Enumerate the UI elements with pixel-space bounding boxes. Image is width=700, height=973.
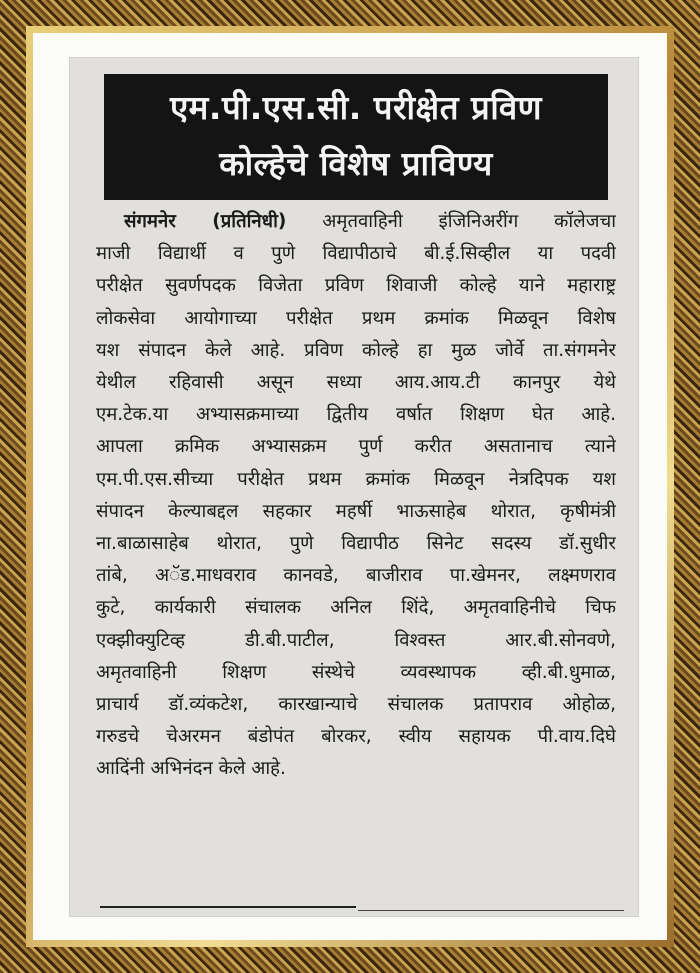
body-line: कुटे, कार्यकारी संचालक अनिल शिंदे, अमृतवाहिनीचे चिफ: [96, 597, 616, 619]
body-line: माजी विद्यार्थी व पुणे विद्यापीठाचे बी.ई.सिव्हील या पदवी: [96, 243, 616, 265]
headline-line-2: कोल्हेचे विशेष प्राविण्य: [219, 144, 493, 183]
column-rule: [358, 910, 624, 911]
body-line: एम.टेक.या अभ्यासक्रमाच्या द्वितीय वर्षात शिक्षण घेत आहे.: [96, 404, 616, 426]
body-line: गरुडचे चेअरमन बंडोपंत बोरकर, स्वीय सहायक पी.वाय.दिघे: [96, 726, 616, 748]
headline: [104, 74, 608, 200]
body-line: संपादन केल्याबद्दल सहकार महर्षी भाऊसाहेब थोरात, कृषीमंत्री: [96, 500, 616, 522]
body-line: अमृतवाहिनी शिक्षण संस्थेचे व्यवस्थापक व्ही.बी.धुमाळ,: [96, 661, 616, 683]
closing-rule: [100, 906, 356, 908]
article-body: [96, 206, 616, 786]
body-line: यश संपादन केले आहे. प्रविण कोल्हे हा मुळ जोर्वे ता.संगमनेर: [96, 339, 616, 361]
body-line: प्राचार्य डॉ.व्यंकटेश, कारखान्याचे संचालक प्रतापराव ओहोळ,: [96, 694, 616, 716]
body-line: आदिंनी अभिनंदन केले आहे.: [96, 758, 286, 780]
body-line: एक्झीक्युटिव्ह डी.बी.पाटील, विश्वस्त आर.बी.सोनवणे,: [96, 629, 616, 651]
body-line: येथील रहिवासी असून सध्या आय.आय.टी कानपुर येथे: [96, 372, 616, 394]
dateline: संगमनेर (प्रतिनिधी): [124, 211, 287, 232]
body-line: आपला क्रमिक अभ्यासक्रम पुर्ण करीत असतानाच त्याने: [96, 436, 616, 458]
body-line-text: अमृतवाहिनी इंजिनिअरींग कॉलेजचा: [322, 211, 616, 232]
body-line: ना.बाळासाहेब थोरात, पुणे विद्यापीठ सिनेट सदस्य डॉ.सुधीर: [96, 533, 616, 555]
body-line: [96, 206, 616, 238]
headline-line-1: एम.पी.एस.सी. परीक्षेत प्रविण: [169, 88, 543, 127]
body-line: तांबे, अॅड.माधवराव कानवडे, बाजीराव पा.खेमनर, लक्ष्मणराव: [96, 565, 616, 587]
body-line: एम.पी.एस.सीच्या परीक्षेत प्रथम क्रमांक मिळवून नेत्रदिपक यश: [96, 468, 616, 490]
body-line: लोकसेवा आयोगाच्या परीक्षेत प्रथम क्रमांक मिळवून विशेष: [96, 307, 616, 329]
body-line: परीक्षेत सुवर्णपदक विजेता प्रविण शिवाजी कोल्हे याने महाराष्ट्र: [96, 275, 616, 297]
